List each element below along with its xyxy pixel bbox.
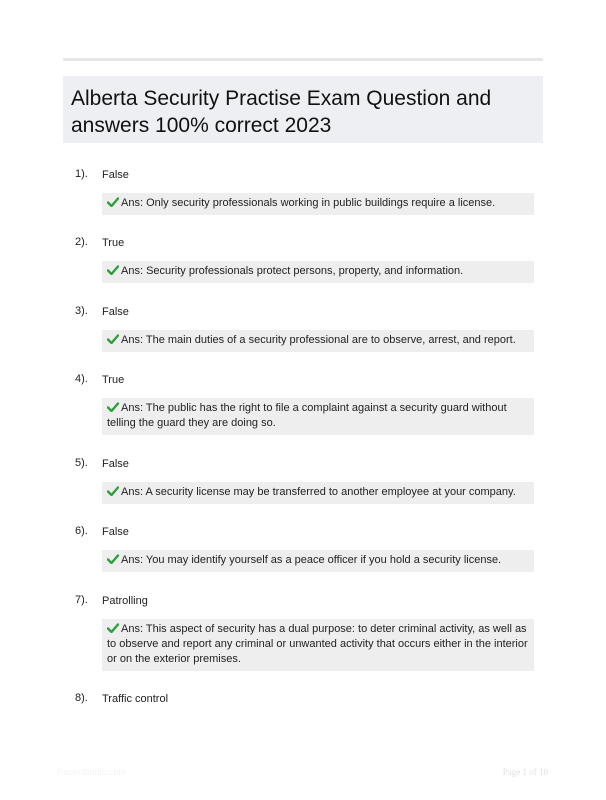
question-text: True <box>102 374 125 386</box>
question-text: Traffic control <box>102 693 169 705</box>
check-icon <box>107 334 119 344</box>
footer-watermark: PaperStudio.com <box>57 767 127 777</box>
check-icon <box>107 265 119 275</box>
question-number: 4). <box>75 373 88 385</box>
question-number: 8). <box>75 692 88 704</box>
answer-box <box>102 261 534 283</box>
answer-text: Ans: You may identify yourself as a peace officer if you hold a security license. <box>121 554 502 566</box>
question-text: True <box>102 237 125 249</box>
question-text: False <box>102 169 129 181</box>
title-banner <box>63 76 543 143</box>
question-number: 2). <box>75 236 88 248</box>
answer-text: Ans: This aspect of security has a dual purpose: to deter criminal activity, as well as to observe and report any criminal or unwanted activity that occurs either in the interior or on the exterior premises. <box>107 623 528 665</box>
answer-box <box>102 482 534 504</box>
check-icon <box>107 623 119 633</box>
answer-text: Ans: A security license may be transferred to another employee at your company. <box>121 486 516 498</box>
question-number: 3). <box>75 305 88 317</box>
answer-box <box>102 550 534 572</box>
question-number: 5). <box>75 457 88 469</box>
question-text: False <box>102 526 129 538</box>
question-text: False <box>102 306 129 318</box>
document-title: Alberta Security Practise Exam Question and answers 100% correct 2023 <box>71 87 492 137</box>
answer-box <box>102 619 534 671</box>
answer-text: Ans: Security professionals protect persons, property, and information. <box>121 265 464 277</box>
question-text: False <box>102 458 129 470</box>
question-number: 1). <box>75 168 88 180</box>
question-number: 7). <box>75 594 88 606</box>
check-icon <box>107 197 119 207</box>
answer-text: Ans: The public has the right to file a complaint against a security guard without telling the guard they are doing so. <box>107 402 507 429</box>
question-number: 6). <box>75 525 88 537</box>
answer-text: Ans: Only security professionals working in public buildings require a license. <box>121 197 496 209</box>
check-icon <box>107 554 119 564</box>
answer-box <box>102 330 534 352</box>
check-icon <box>107 486 119 496</box>
answer-box <box>102 193 534 215</box>
check-icon <box>107 402 119 412</box>
answer-text: Ans: The main duties of a security professional are to observe, arrest, and report. <box>121 334 516 346</box>
answer-box <box>102 398 534 435</box>
page-number: Page 1 of 10 <box>502 767 548 777</box>
question-text: Patrolling <box>102 595 148 607</box>
top-divider <box>63 58 543 61</box>
